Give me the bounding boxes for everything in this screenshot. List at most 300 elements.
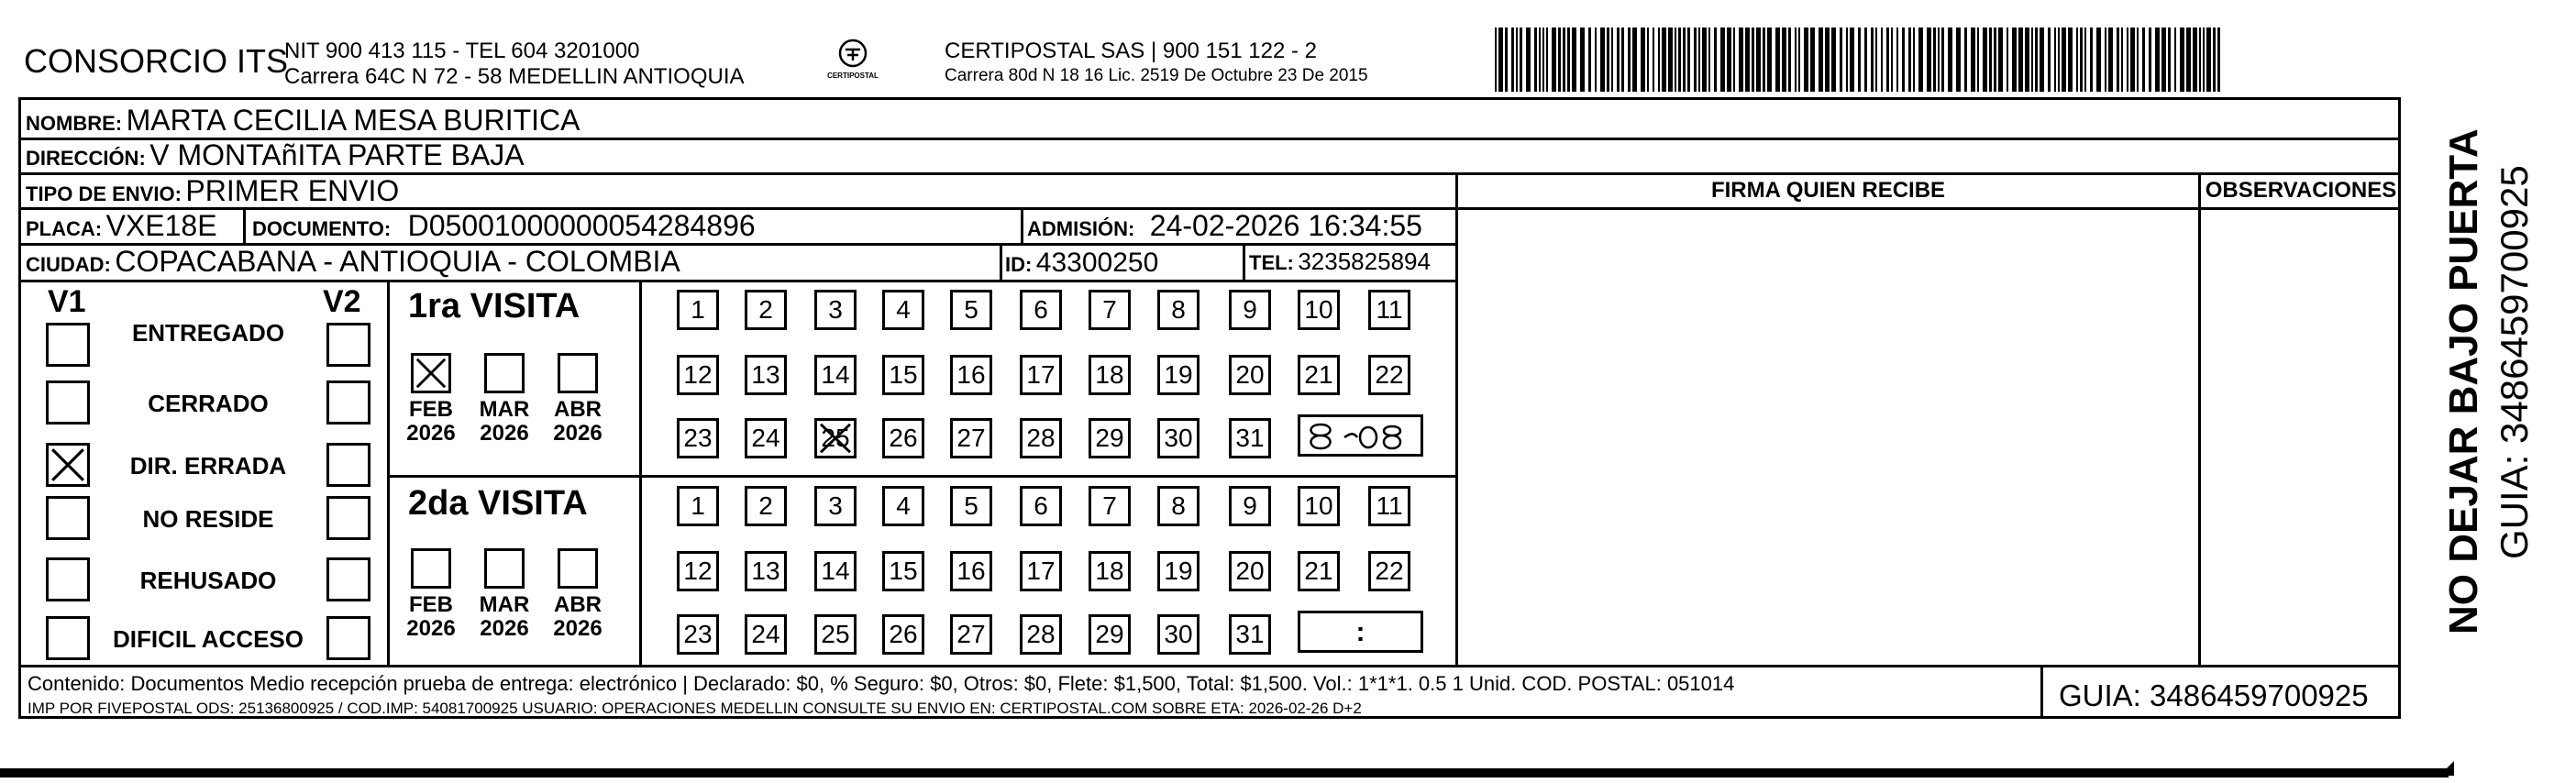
barcode-bar bbox=[2080, 28, 2083, 92]
day-number: 18 bbox=[1095, 557, 1124, 585]
day-box[interactable] bbox=[1298, 486, 1340, 526]
day-number: 30 bbox=[1164, 620, 1193, 648]
day-checkmark bbox=[817, 421, 854, 456]
day-number: 15 bbox=[889, 557, 918, 585]
day-number: 19 bbox=[1164, 360, 1193, 389]
tel-row bbox=[1249, 248, 1431, 276]
day-number: 5 bbox=[964, 295, 978, 324]
day-box[interactable] bbox=[1089, 355, 1131, 395]
day-box[interactable] bbox=[882, 290, 924, 330]
barcode-bar bbox=[2203, 28, 2205, 92]
barcode-bar bbox=[1733, 28, 1735, 92]
barcode-bar bbox=[2155, 28, 2160, 92]
barcode-bar bbox=[1552, 28, 1556, 92]
day-number: 23 bbox=[683, 424, 713, 452]
barcode-bar bbox=[2213, 28, 2216, 92]
day-box[interactable] bbox=[1089, 418, 1131, 458]
day-number: 16 bbox=[956, 360, 986, 389]
barcode-bar bbox=[1558, 28, 1561, 92]
logo-wordmark: CERTIPOSTAL bbox=[827, 72, 879, 80]
month-checkbox[interactable] bbox=[558, 353, 598, 393]
barcode-bar bbox=[1687, 28, 1690, 92]
day-box[interactable] bbox=[677, 486, 719, 526]
status-label: REHUSADO bbox=[139, 567, 277, 594]
v1-checkbox[interactable] bbox=[46, 323, 90, 367]
barcode-bar bbox=[1653, 28, 1654, 92]
day-box[interactable] bbox=[950, 551, 992, 591]
day-box[interactable] bbox=[1157, 614, 1200, 655]
barcode-bar bbox=[1756, 28, 1761, 92]
day-box[interactable] bbox=[814, 355, 857, 395]
day-number: 9 bbox=[1243, 491, 1257, 520]
month-year: 2026 bbox=[480, 421, 529, 446]
day-number: 20 bbox=[1235, 557, 1265, 585]
day-box[interactable] bbox=[950, 418, 992, 458]
month-label: FEB bbox=[409, 397, 453, 422]
day-box[interactable] bbox=[1229, 551, 1271, 591]
barcode-bar bbox=[1933, 28, 1936, 92]
day-box[interactable] bbox=[814, 290, 857, 330]
day-box[interactable] bbox=[745, 614, 787, 655]
status-label: DIFICIL ACCESO bbox=[112, 625, 304, 653]
tipo-envio-label: TIPO DE ENVIO: bbox=[26, 182, 182, 205]
day-number: 8 bbox=[1171, 491, 1186, 520]
day-box[interactable] bbox=[1368, 290, 1410, 330]
barcode-bar bbox=[1600, 28, 1605, 92]
barcode-bar bbox=[1948, 28, 1952, 92]
day-box[interactable] bbox=[1020, 418, 1062, 458]
barcode-bar bbox=[1588, 28, 1591, 92]
v2-checkbox[interactable] bbox=[326, 616, 370, 660]
barcode-bar bbox=[1908, 28, 1911, 92]
barcode-bar bbox=[2168, 28, 2171, 92]
barcode-bar bbox=[1739, 28, 1743, 92]
ciudad-value: COPACABANA - ANTIOQUIA - COLOMBIA bbox=[115, 245, 680, 278]
v2-checkbox[interactable] bbox=[326, 323, 370, 367]
day-number: 19 bbox=[1164, 557, 1193, 585]
day-box[interactable] bbox=[882, 486, 924, 526]
day-box[interactable] bbox=[950, 486, 992, 526]
day-number: 7 bbox=[1102, 491, 1117, 520]
barcode-bar bbox=[1628, 28, 1631, 92]
barcode-bar bbox=[1534, 28, 1537, 92]
barcode-bar bbox=[1913, 28, 1915, 92]
month-label: MAR bbox=[479, 397, 530, 422]
day-number: 23 bbox=[683, 620, 713, 648]
day-number: 1 bbox=[691, 295, 705, 324]
day-box[interactable] bbox=[677, 418, 719, 458]
barcode-bar bbox=[1858, 28, 1861, 92]
visit2-time-box[interactable] bbox=[1298, 611, 1423, 653]
day-box[interactable] bbox=[1229, 486, 1271, 526]
month-label: MAR bbox=[479, 592, 530, 617]
barcode-bar bbox=[1720, 28, 1725, 92]
month-checkbox[interactable] bbox=[411, 353, 451, 393]
day-box[interactable] bbox=[1157, 551, 1200, 591]
status-label: ENTREGADO bbox=[131, 319, 285, 347]
barcode-bar bbox=[1875, 28, 1877, 92]
barcode-bar bbox=[1983, 28, 1987, 92]
month-label: ABR bbox=[554, 397, 602, 422]
barcode-bar bbox=[1840, 28, 1842, 92]
v2-checkbox[interactable] bbox=[326, 557, 370, 601]
day-number: 11 bbox=[1376, 295, 1403, 324]
day-number: 4 bbox=[896, 295, 911, 324]
barcode-bar bbox=[2108, 28, 2113, 92]
footer-guia: GUIA: 3486459700925 bbox=[2059, 678, 2369, 712]
day-box[interactable] bbox=[745, 551, 787, 591]
day-number: 14 bbox=[821, 360, 850, 389]
admision-label: ADMISIÓN: bbox=[1027, 217, 1135, 240]
barcode-bar bbox=[1994, 28, 1996, 92]
day-box[interactable] bbox=[1157, 486, 1200, 526]
barcode-bar bbox=[1782, 28, 1786, 92]
barcode-bar bbox=[2096, 28, 2101, 92]
day-box[interactable] bbox=[1229, 355, 1271, 395]
barcode-bar bbox=[1795, 28, 1797, 92]
barcode-bar bbox=[1498, 28, 1503, 92]
barcode-bar bbox=[1763, 28, 1765, 92]
barcode-bar bbox=[1871, 28, 1874, 92]
tel-value: 3235825894 bbox=[1298, 248, 1431, 275]
certipostal-info: CERTIPOSTAL SAS | 900 151 122 - 2 bbox=[945, 39, 1317, 63]
barcode-bar bbox=[1708, 28, 1710, 92]
side-guia: GUIA: 3486459700925 bbox=[2493, 165, 2536, 559]
day-box[interactable] bbox=[814, 614, 857, 655]
day-number: 6 bbox=[1034, 295, 1048, 324]
day-box[interactable] bbox=[1157, 290, 1200, 330]
barcode-bar bbox=[1971, 28, 1975, 92]
barcode-bar bbox=[2007, 28, 2008, 92]
day-box[interactable] bbox=[1089, 290, 1131, 330]
day-box[interactable] bbox=[950, 614, 992, 655]
barcode-bar bbox=[2206, 28, 2211, 92]
barcode-bar bbox=[1658, 28, 1660, 92]
documento-label: DOCUMENTO: bbox=[252, 217, 392, 240]
day-number: 26 bbox=[889, 424, 918, 452]
barcode-bar bbox=[1520, 28, 1522, 92]
day-number: 13 bbox=[751, 360, 780, 389]
day-number: 21 bbox=[1304, 360, 1333, 389]
month-checkbox[interactable] bbox=[411, 548, 451, 589]
month-checkbox[interactable] bbox=[558, 548, 598, 589]
barcode-bar bbox=[1977, 28, 1979, 92]
barcode-bar bbox=[1918, 28, 1923, 92]
day-box[interactable] bbox=[1089, 551, 1131, 591]
barcode-bar bbox=[1825, 28, 1830, 92]
day-number: 3 bbox=[828, 491, 843, 520]
day-number: 31 bbox=[1235, 620, 1265, 648]
barcode-bar bbox=[1675, 28, 1676, 92]
status-label: NO RESIDE bbox=[142, 505, 274, 533]
day-box[interactable] bbox=[1298, 551, 1340, 591]
day-number: 28 bbox=[1026, 620, 1056, 648]
firma-header: FIRMA QUIEN RECIBE bbox=[1710, 178, 1946, 203]
day-box[interactable] bbox=[677, 290, 719, 330]
day-box[interactable] bbox=[950, 355, 992, 395]
day-number: 2 bbox=[758, 295, 773, 324]
barcode-bar bbox=[2054, 28, 2056, 92]
barcode-bar bbox=[1752, 28, 1754, 92]
visit1-title: 1ra VISITA bbox=[408, 287, 580, 325]
v1-checkbox[interactable] bbox=[46, 380, 90, 425]
day-number: 21 bbox=[1304, 557, 1333, 585]
day-number: 9 bbox=[1243, 295, 1257, 324]
certipostal-license: Carrera 80d N 18 16 Lic. 2519 De Octubre 23 De 2015 bbox=[945, 66, 1368, 85]
barcode-bar bbox=[1938, 28, 1940, 92]
direccion-label: DIRECCIÓN: bbox=[26, 147, 146, 170]
day-number: 30 bbox=[1164, 424, 1193, 452]
day-box[interactable] bbox=[1229, 290, 1271, 330]
barcode-bar bbox=[1896, 28, 1898, 92]
footer-content-line: Contenido: Documentos Medio recepción prueba de entrega: electrónico | Declarado: $0, % Seguro: $0, Otros: $0, Flete: $1,500, Total: $1,500. Vol.: 1*1*1. 0.5 1 Unid. COD. POSTAL: 051014 bbox=[28, 672, 1735, 695]
day-box[interactable] bbox=[1020, 290, 1062, 330]
day-number: 18 bbox=[1095, 360, 1124, 389]
day-box[interactable] bbox=[882, 355, 924, 395]
barcode-bar bbox=[1563, 28, 1565, 92]
barcode-bar bbox=[2217, 28, 2220, 92]
barcode-bar bbox=[1542, 28, 1544, 92]
direccion-row bbox=[26, 138, 525, 172]
day-box[interactable] bbox=[745, 290, 787, 330]
nombre-value: MARTA CECILIA MESA BURITICA bbox=[126, 104, 580, 137]
month-year: 2026 bbox=[553, 421, 603, 446]
company-address: Carrera 64C N 72 - 58 MEDELLIN ANTIOQUIA bbox=[284, 64, 745, 89]
barcode-bar bbox=[1567, 28, 1570, 92]
barcode-bar bbox=[2035, 28, 2038, 92]
day-box[interactable] bbox=[677, 614, 719, 655]
v2-header: V2 bbox=[323, 284, 361, 319]
barcode-bar bbox=[1989, 28, 1992, 92]
barcode-bar bbox=[1702, 28, 1707, 92]
month-year: 2026 bbox=[406, 421, 456, 446]
day-number: 1 bbox=[691, 491, 705, 520]
day-number: 31 bbox=[1235, 424, 1265, 452]
day-box[interactable] bbox=[1298, 355, 1340, 395]
v2-checkbox[interactable] bbox=[326, 496, 370, 540]
day-number: 24 bbox=[751, 620, 780, 648]
observaciones-header: OBSERVACIONES bbox=[2205, 178, 2397, 203]
month-year: 2026 bbox=[406, 616, 456, 641]
barcode-bar bbox=[2068, 28, 2073, 92]
company-name: CONSORCIO ITS bbox=[24, 42, 289, 80]
day-number: 2 bbox=[758, 491, 773, 520]
day-box[interactable] bbox=[677, 355, 719, 395]
v1-checkbox[interactable] bbox=[46, 616, 90, 660]
day-box[interactable] bbox=[1298, 290, 1340, 330]
barcode-bar bbox=[2186, 28, 2191, 92]
month-checkbox[interactable] bbox=[484, 353, 525, 393]
day-box[interactable] bbox=[1157, 418, 1200, 458]
day-number: 17 bbox=[1026, 557, 1056, 585]
day-number: 3 bbox=[828, 295, 843, 324]
day-number: 25 bbox=[821, 424, 850, 452]
barcode-bar bbox=[1864, 28, 1867, 92]
bottom-rule bbox=[0, 768, 2449, 777]
barcode-bar bbox=[1621, 28, 1624, 92]
v2-checkbox[interactable] bbox=[326, 443, 370, 487]
day-number: 25 bbox=[821, 620, 850, 648]
day-box[interactable] bbox=[882, 551, 924, 591]
day-box[interactable] bbox=[1020, 486, 1062, 526]
barcode-bar bbox=[2058, 28, 2060, 92]
documento-row bbox=[252, 209, 756, 243]
day-number: 24 bbox=[751, 424, 780, 452]
day-box[interactable] bbox=[745, 355, 787, 395]
nombre-label: NOMBRE: bbox=[26, 112, 123, 135]
day-number: 20 bbox=[1235, 360, 1265, 389]
day-box[interactable] bbox=[882, 614, 924, 655]
v1-checkbox[interactable] bbox=[46, 557, 90, 601]
barcode-bar bbox=[2025, 28, 2029, 92]
barcode-bar bbox=[1595, 28, 1597, 92]
day-number: 11 bbox=[1376, 491, 1403, 520]
barcode-bar bbox=[2076, 28, 2078, 92]
barcode-bar bbox=[2018, 28, 2023, 92]
placa-value: VXE18E bbox=[105, 209, 217, 242]
barcode-bar bbox=[2012, 28, 2017, 92]
barcode-bar bbox=[1662, 28, 1666, 92]
barcode-bar bbox=[2127, 28, 2128, 92]
barcode-bar bbox=[2048, 28, 2051, 92]
barcode-bar bbox=[1891, 28, 1893, 92]
barcode-bar bbox=[2149, 28, 2151, 92]
certipostal-logo bbox=[821, 37, 885, 87]
month-year: 2026 bbox=[553, 616, 603, 641]
barcode-bar bbox=[1775, 28, 1780, 92]
barcode-bar bbox=[1998, 28, 2003, 92]
placa-row bbox=[26, 209, 217, 243]
barcode-bar bbox=[2161, 28, 2166, 92]
day-number: 12 bbox=[683, 557, 713, 585]
day-box[interactable] bbox=[814, 418, 857, 458]
day-box[interactable] bbox=[1020, 614, 1062, 655]
status-label: CERRADO bbox=[148, 390, 269, 417]
day-box[interactable] bbox=[1229, 614, 1271, 655]
day-number: 17 bbox=[1026, 360, 1056, 389]
day-box[interactable] bbox=[1157, 355, 1200, 395]
barcode-bar bbox=[1819, 28, 1823, 92]
id-row bbox=[1005, 248, 1158, 279]
barcode-bar bbox=[1572, 28, 1576, 92]
day-box[interactable] bbox=[1368, 551, 1410, 591]
barcode-bar bbox=[1546, 28, 1548, 92]
day-box[interactable] bbox=[1089, 614, 1131, 655]
barcode-bar bbox=[2142, 28, 2145, 92]
visit2-title: 2da VISITA bbox=[408, 484, 588, 523]
day-number: 10 bbox=[1304, 295, 1333, 324]
ciudad-label: CIUDAD: bbox=[26, 253, 111, 276]
day-number: 6 bbox=[1034, 491, 1048, 520]
day-number: 13 bbox=[751, 557, 780, 585]
v1-checkbox[interactable] bbox=[46, 496, 90, 540]
barcode-bar bbox=[2193, 28, 2197, 92]
barcode-bar bbox=[1694, 28, 1697, 92]
barcode-bar bbox=[1902, 28, 1905, 92]
barcode-bar bbox=[1745, 28, 1750, 92]
footer-print-line: IMP POR FIVEPOSTAL ODS: 25136800925 / COD.IMP: 54081700925 USUARIO: OPERACIONES MEDELLIN CONSULTE SU ENVIO EN: CERTIPOSTAL.COM SOBRE ETA: 2026-02-26 D+2 bbox=[28, 700, 1362, 717]
day-number: 29 bbox=[1095, 620, 1124, 648]
barcode-bar bbox=[1727, 28, 1731, 92]
tipo-envio-value: PRIMER ENVIO bbox=[185, 174, 400, 207]
day-number: 29 bbox=[1095, 424, 1124, 452]
barcode-bar bbox=[2084, 28, 2086, 92]
barcode-bar bbox=[1941, 28, 1944, 92]
barcode-bar bbox=[1927, 28, 1931, 92]
barcode-bar bbox=[1846, 28, 1848, 92]
barcode-bar bbox=[1964, 28, 1967, 92]
day-box[interactable] bbox=[1368, 486, 1410, 526]
barcode-bar bbox=[1611, 28, 1613, 92]
barcode-bar bbox=[2040, 28, 2044, 92]
barcode-bar bbox=[1617, 28, 1620, 92]
day-box[interactable] bbox=[814, 486, 857, 526]
tipo-envio-row bbox=[26, 174, 399, 208]
day-box[interactable] bbox=[1089, 486, 1131, 526]
barcode-bar bbox=[1580, 28, 1585, 92]
barcode bbox=[1495, 28, 2224, 92]
day-box[interactable] bbox=[677, 551, 719, 591]
v1-checkbox[interactable] bbox=[46, 443, 90, 487]
barcode-bar bbox=[1850, 28, 1854, 92]
barcode-bar bbox=[1678, 28, 1681, 92]
placa-label: PLACA: bbox=[26, 217, 103, 240]
barcode-bar bbox=[1511, 28, 1514, 92]
day-box[interactable] bbox=[1020, 355, 1062, 395]
month-label: ABR bbox=[554, 592, 602, 617]
barcode-bar bbox=[2174, 28, 2176, 92]
barcode-bar bbox=[2090, 28, 2093, 92]
day-number: 5 bbox=[964, 491, 978, 520]
day-box[interactable] bbox=[814, 551, 857, 591]
day-number: 22 bbox=[1375, 360, 1404, 389]
barcode-bar bbox=[2130, 28, 2135, 92]
month-checkbox[interactable] bbox=[484, 548, 525, 589]
tel-label: TEL: bbox=[1249, 251, 1294, 274]
barcode-bar bbox=[1539, 28, 1541, 92]
barcode-bar bbox=[1881, 28, 1883, 92]
barcode-bar bbox=[1767, 28, 1772, 92]
day-number: 8 bbox=[1171, 295, 1186, 324]
side-warning: NO DEJAR BAJO PUERTA bbox=[2441, 128, 2486, 634]
day-box[interactable] bbox=[1368, 355, 1410, 395]
day-box[interactable] bbox=[745, 418, 787, 458]
day-box[interactable] bbox=[1229, 418, 1271, 458]
status-label: DIR. ERRADA bbox=[129, 452, 287, 480]
barcode-bar bbox=[1607, 28, 1609, 92]
barcode-bar bbox=[1698, 28, 1700, 92]
day-box[interactable] bbox=[882, 418, 924, 458]
barcode-bar bbox=[2121, 28, 2123, 92]
day-box[interactable] bbox=[745, 486, 787, 526]
barcode-bar bbox=[1516, 28, 1518, 92]
barcode-bar bbox=[1683, 28, 1686, 92]
documento-value: D05001000000054284896 bbox=[407, 209, 756, 242]
barcode-bar bbox=[1798, 28, 1800, 92]
v2-checkbox[interactable] bbox=[326, 380, 370, 425]
barcode-bar bbox=[1886, 28, 1889, 92]
day-box[interactable] bbox=[950, 290, 992, 330]
visit1-time-box[interactable] bbox=[1298, 414, 1423, 457]
day-number: 26 bbox=[889, 620, 918, 648]
day-box[interactable] bbox=[1020, 551, 1062, 591]
month-label: FEB bbox=[409, 592, 453, 617]
day-number: 4 bbox=[896, 491, 911, 520]
day-number: 7 bbox=[1102, 295, 1117, 324]
visit2-time-separator: : bbox=[1355, 617, 1365, 647]
v1-header: V1 bbox=[48, 284, 86, 319]
id-value: 43300250 bbox=[1035, 248, 1159, 278]
